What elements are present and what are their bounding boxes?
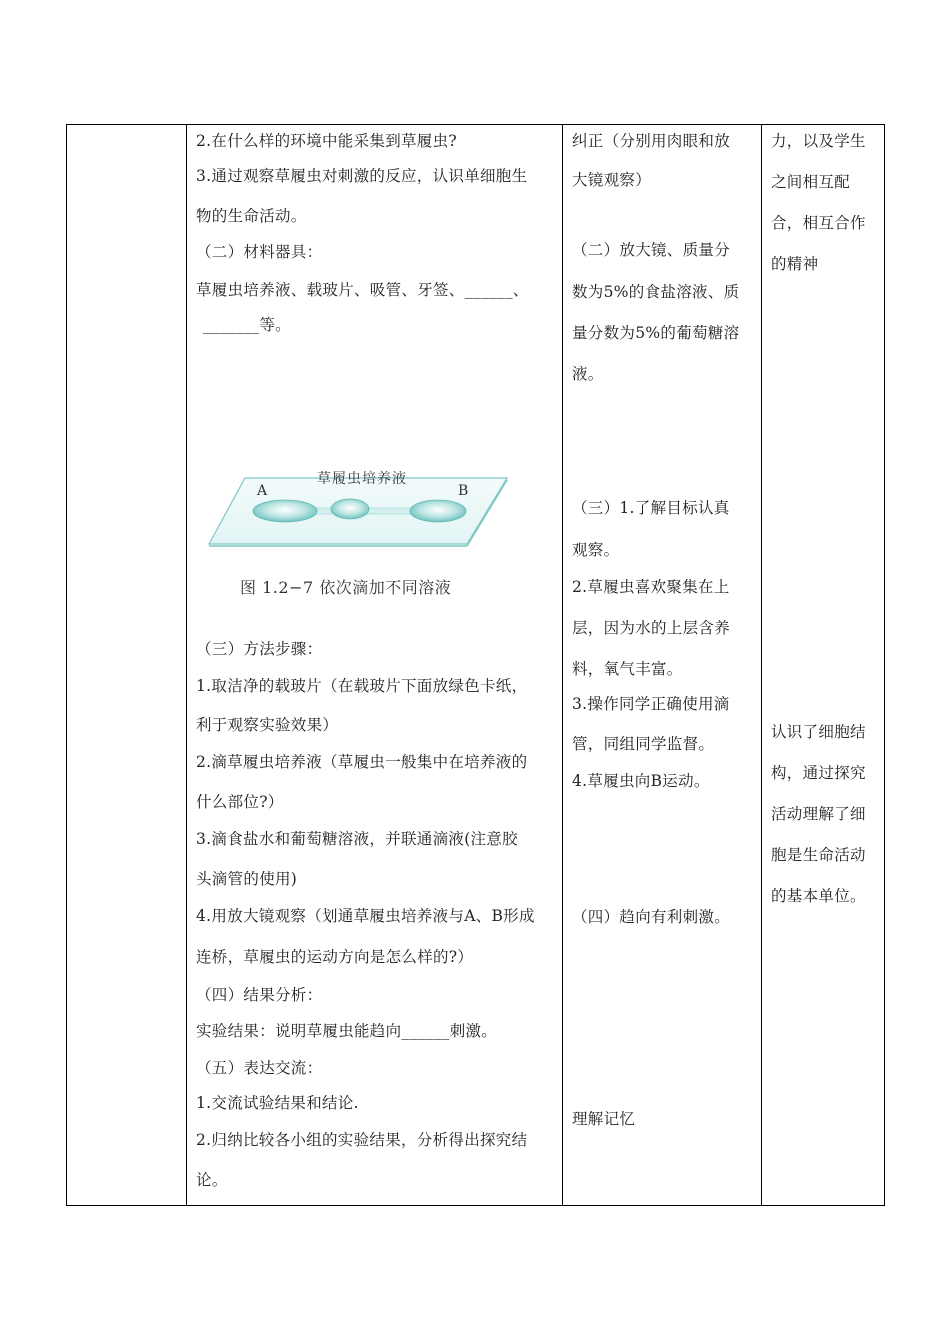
col3-line: 量分数为5%的葡萄糖溶 bbox=[572, 324, 740, 342]
figure-label-a: A bbox=[257, 483, 268, 499]
col2-line: 论。 bbox=[196, 1171, 228, 1189]
col3-line: （二）放大镜、质量分 bbox=[572, 241, 731, 259]
col2-line: 1.取洁净的载玻片（在载玻片下面放绿色卡纸， bbox=[196, 677, 528, 695]
col2-line: 2.归纳比较各小组的实验结果，分析得出探究结 bbox=[196, 1131, 528, 1149]
col2-line: 2.在什么样的环境中能采集到草履虫? bbox=[196, 132, 457, 150]
drop-b bbox=[410, 500, 466, 522]
col2-line: （二）材料器具： bbox=[196, 243, 323, 261]
col3-line: 理解记忆 bbox=[572, 1110, 636, 1128]
column-4-cell bbox=[762, 124, 884, 1206]
col4-line: 合，相互合作 bbox=[771, 214, 866, 232]
col2-line: 草履虫培养液、载玻片、吸管、牙签、______、 bbox=[196, 281, 529, 299]
col2-line: 2.滴草履虫培养液（草履虫一般集中在培养液的 bbox=[196, 753, 528, 771]
col3-line: 数为5%的食盐溶液、质 bbox=[572, 283, 740, 301]
col3-line: 观察。 bbox=[572, 541, 620, 559]
col2-line: 物的生命活动。 bbox=[196, 207, 307, 225]
drop-a bbox=[253, 500, 317, 522]
col3-line: 2.草履虫喜欢聚集在上 bbox=[572, 578, 730, 596]
col4-line: 胞是生命活动 bbox=[771, 846, 866, 864]
col3-line: 4.草履虫向B运动。 bbox=[572, 772, 710, 790]
table-border-right bbox=[884, 124, 885, 1206]
col4-line: 的基本单位。 bbox=[771, 887, 866, 905]
col4-line: 认识了细胞结 bbox=[771, 723, 866, 741]
slide-figure bbox=[205, 462, 515, 552]
col2-line: 什么部位?） bbox=[196, 793, 284, 811]
col2-line: 4.用放大镜观察（划通草履虫培养液与A、B形成 bbox=[196, 907, 535, 925]
col2-line: 3.通过观察草履虫对刺激的反应，认识单细胞生 bbox=[196, 167, 528, 185]
col3-line: （三）1.了解目标认真 bbox=[572, 499, 730, 517]
col3-line: 液。 bbox=[572, 365, 604, 383]
col2-line: 连桥，草履虫的运动方向是怎么样的?） bbox=[196, 948, 474, 966]
col4-line: 构，通过探究 bbox=[771, 764, 866, 782]
col2-line: 利于观察实验效果） bbox=[196, 716, 339, 734]
col3-line: 管，同组同学监督。 bbox=[572, 735, 715, 753]
drop-center bbox=[331, 499, 369, 519]
col3-line: （四）趋向有利刺激。 bbox=[572, 908, 731, 926]
col3-line: 大镜观察） bbox=[572, 171, 652, 189]
col3-line: 纠正（分别用肉眼和放 bbox=[572, 132, 731, 150]
col2-line: （四）结果分析： bbox=[196, 986, 323, 1004]
col4-line: 活动理解了细 bbox=[771, 805, 866, 823]
col2-line: 1.交流试验结果和结论. bbox=[196, 1094, 359, 1112]
column-1-cell bbox=[67, 124, 186, 1206]
col2-line: _______等。 bbox=[203, 316, 291, 334]
col2-line: （三）方法步骤： bbox=[196, 640, 323, 658]
column-2-cell bbox=[187, 124, 562, 1206]
col3-line: 层，因为水的上层含养 bbox=[572, 619, 731, 637]
figure-label-b: B bbox=[458, 483, 469, 499]
col4-line: 之间相互配 bbox=[771, 173, 851, 191]
figure-caption: 图 1.2−7 依次滴加不同溶液 bbox=[240, 578, 452, 597]
col4-line: 的精神 bbox=[771, 255, 819, 273]
col2-line: （五）表达交流： bbox=[196, 1059, 323, 1077]
col4-line: 力，以及学生 bbox=[771, 132, 866, 150]
col3-line: 料，氧气丰富。 bbox=[572, 660, 683, 678]
col2-line: 3.滴食盐水和葡萄糖溶液，并联通滴液(注意胶 bbox=[196, 830, 518, 848]
column-3-cell bbox=[563, 124, 761, 1206]
figure-title: 草履虫培养液 bbox=[317, 471, 407, 487]
col3-line: 3.操作同学正确使用滴 bbox=[572, 695, 730, 713]
col2-line: 实验结果：说明草履虫能趋向______刺激。 bbox=[196, 1022, 498, 1040]
col2-line: 头滴管的使用) bbox=[196, 870, 298, 888]
